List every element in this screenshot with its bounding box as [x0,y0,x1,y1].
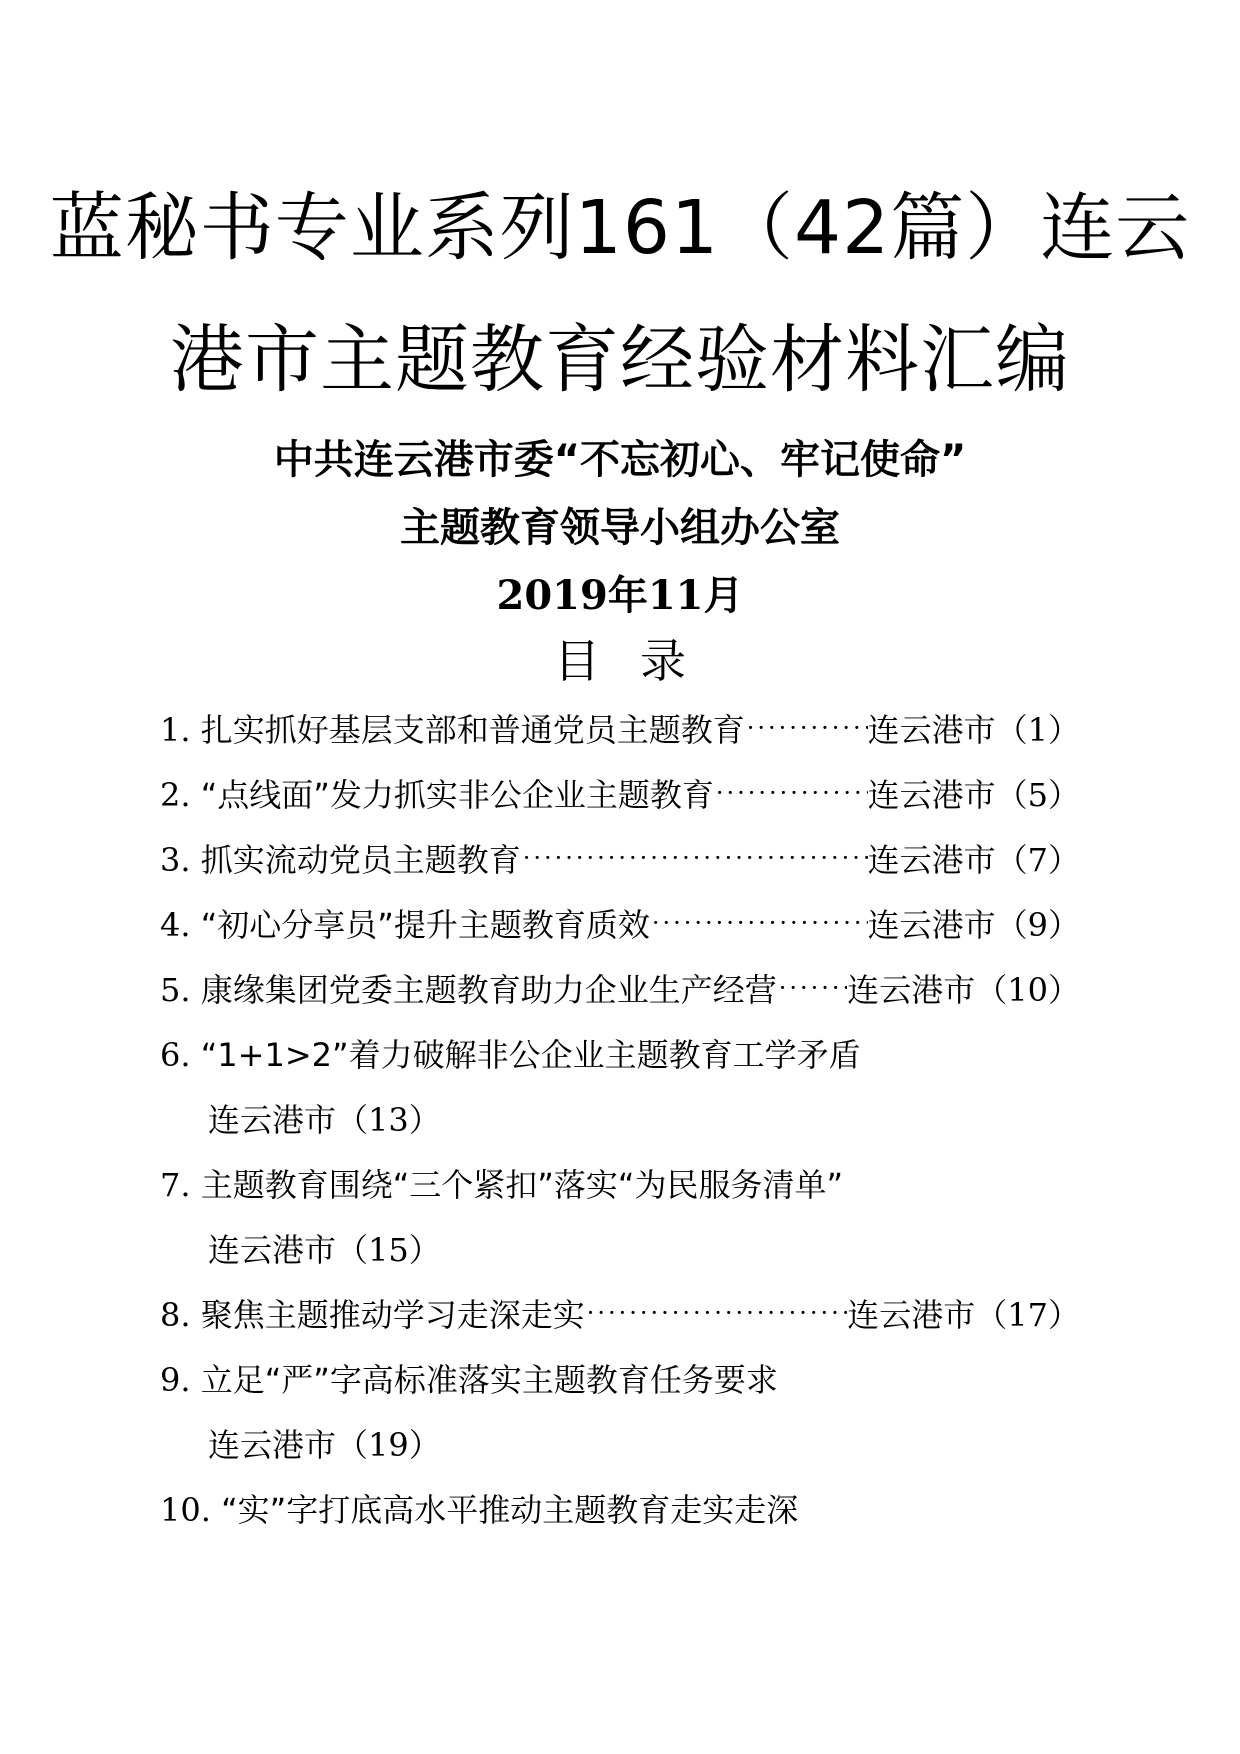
toc-entry-page: （19） [336,1425,441,1464]
document-title-line-2: 港市主题教育经验材料汇编 [170,317,1070,403]
toc-entry[interactable] [160,825,1080,890]
toc-leader-dots [585,1299,848,1327]
toc-entry-number: 6. [160,1035,201,1074]
toc-entry-number: 9. [160,1360,201,1399]
toc-entry-page: （1） [995,710,1080,749]
toc-entry-page: （13） [336,1100,441,1139]
toc-entry-source: 连云港市 [208,1100,337,1139]
issuer-line-1: 中共连云港市委“不忘初心、牢记使命” [273,437,967,483]
toc-entry[interactable] [160,1020,1080,1085]
toc-entry-title: 扎实抓好基层支部和普通党员主题教育 [200,710,745,749]
toc-entry-source: 连云港市 [867,905,996,944]
toc-entry-title: “1+1>2”着力破解非公企业主题教育工学矛盾 [200,1035,861,1074]
toc-entry-page: （9） [995,905,1080,944]
toc-entry-title: “实”字打底高水平推动主题教育走实走深 [221,1490,799,1529]
issue-date: 2019年11月 [496,572,744,619]
toc-entry-number: 4. [160,905,201,944]
toc-entry-page: （5） [995,775,1080,814]
toc-entry-title: 康缘集团党委主题教育助力企业生产经营 [200,970,777,1009]
toc-entry[interactable] [160,1345,1080,1410]
toc-entry[interactable] [160,695,1080,760]
toc-entry-number: 1. [160,710,201,749]
toc-entry-page: （15） [336,1230,441,1269]
toc-entry-page: （7） [995,840,1080,879]
toc-entry-number: 3. [160,840,201,879]
toc-entry-page: （17） [975,1295,1080,1334]
toc-entry-title: “初心分享员”提升主题教育质效 [200,905,650,944]
issuer-line-2: 主题教育领导小组办公室 [400,505,840,551]
toc-leader-dots [650,909,868,937]
toc-entry-title: 主题教育围绕“三个紧扣”落实“为民服务清单” [200,1165,844,1204]
toc-entry-number: 5. [160,970,201,1009]
toc-entry[interactable] [160,1475,1080,1540]
toc-entry[interactable] [160,955,1080,1020]
toc-entry-continuation[interactable] [160,1410,1080,1475]
toc-entry-number: 8. [160,1295,201,1334]
toc-entry-title: 抓实流动党员主题教育 [200,840,521,879]
toc-leader-dots [714,779,868,807]
toc-entry[interactable] [160,890,1080,955]
toc-entry-source: 连云港市 [847,1295,976,1334]
document-title-line-1: 蓝秘书专业系列161（42篇）连云 [49,185,1191,271]
toc-entry-title: 聚焦主题推动学习走深走实 [200,1295,585,1334]
toc-entry-source: 连云港市 [867,840,996,879]
toc-entry-title: “点线面”发力抓实非公企业主题教育 [200,775,714,814]
toc-leader-dots [521,844,868,872]
toc-entry-number: 7. [160,1165,201,1204]
toc-entry-source: 连云港市 [867,710,996,749]
toc-entry-continuation[interactable] [160,1085,1080,1150]
toc-entry-source: 连云港市 [208,1425,337,1464]
toc-entry[interactable] [160,760,1080,825]
toc-entry-source: 连云港市 [847,970,976,1009]
toc-entry-page: （10） [975,970,1080,1009]
toc-heading: 目录 [554,634,726,688]
toc-entry-number: 10. [160,1490,222,1529]
toc-entry[interactable] [160,1280,1080,1345]
toc-entry-continuation[interactable] [160,1215,1080,1280]
toc-entry-number: 2. [160,775,201,814]
toc-entry[interactable] [160,1150,1080,1215]
toc-leader-dots [745,714,868,742]
table-of-contents [160,695,1080,1540]
toc-entry-title: 立足“严”字高标准落实主题教育任务要求 [200,1360,778,1399]
toc-entry-source: 连云港市 [208,1230,337,1269]
toc-leader-dots [777,974,848,1002]
toc-entry-source: 连云港市 [867,775,996,814]
